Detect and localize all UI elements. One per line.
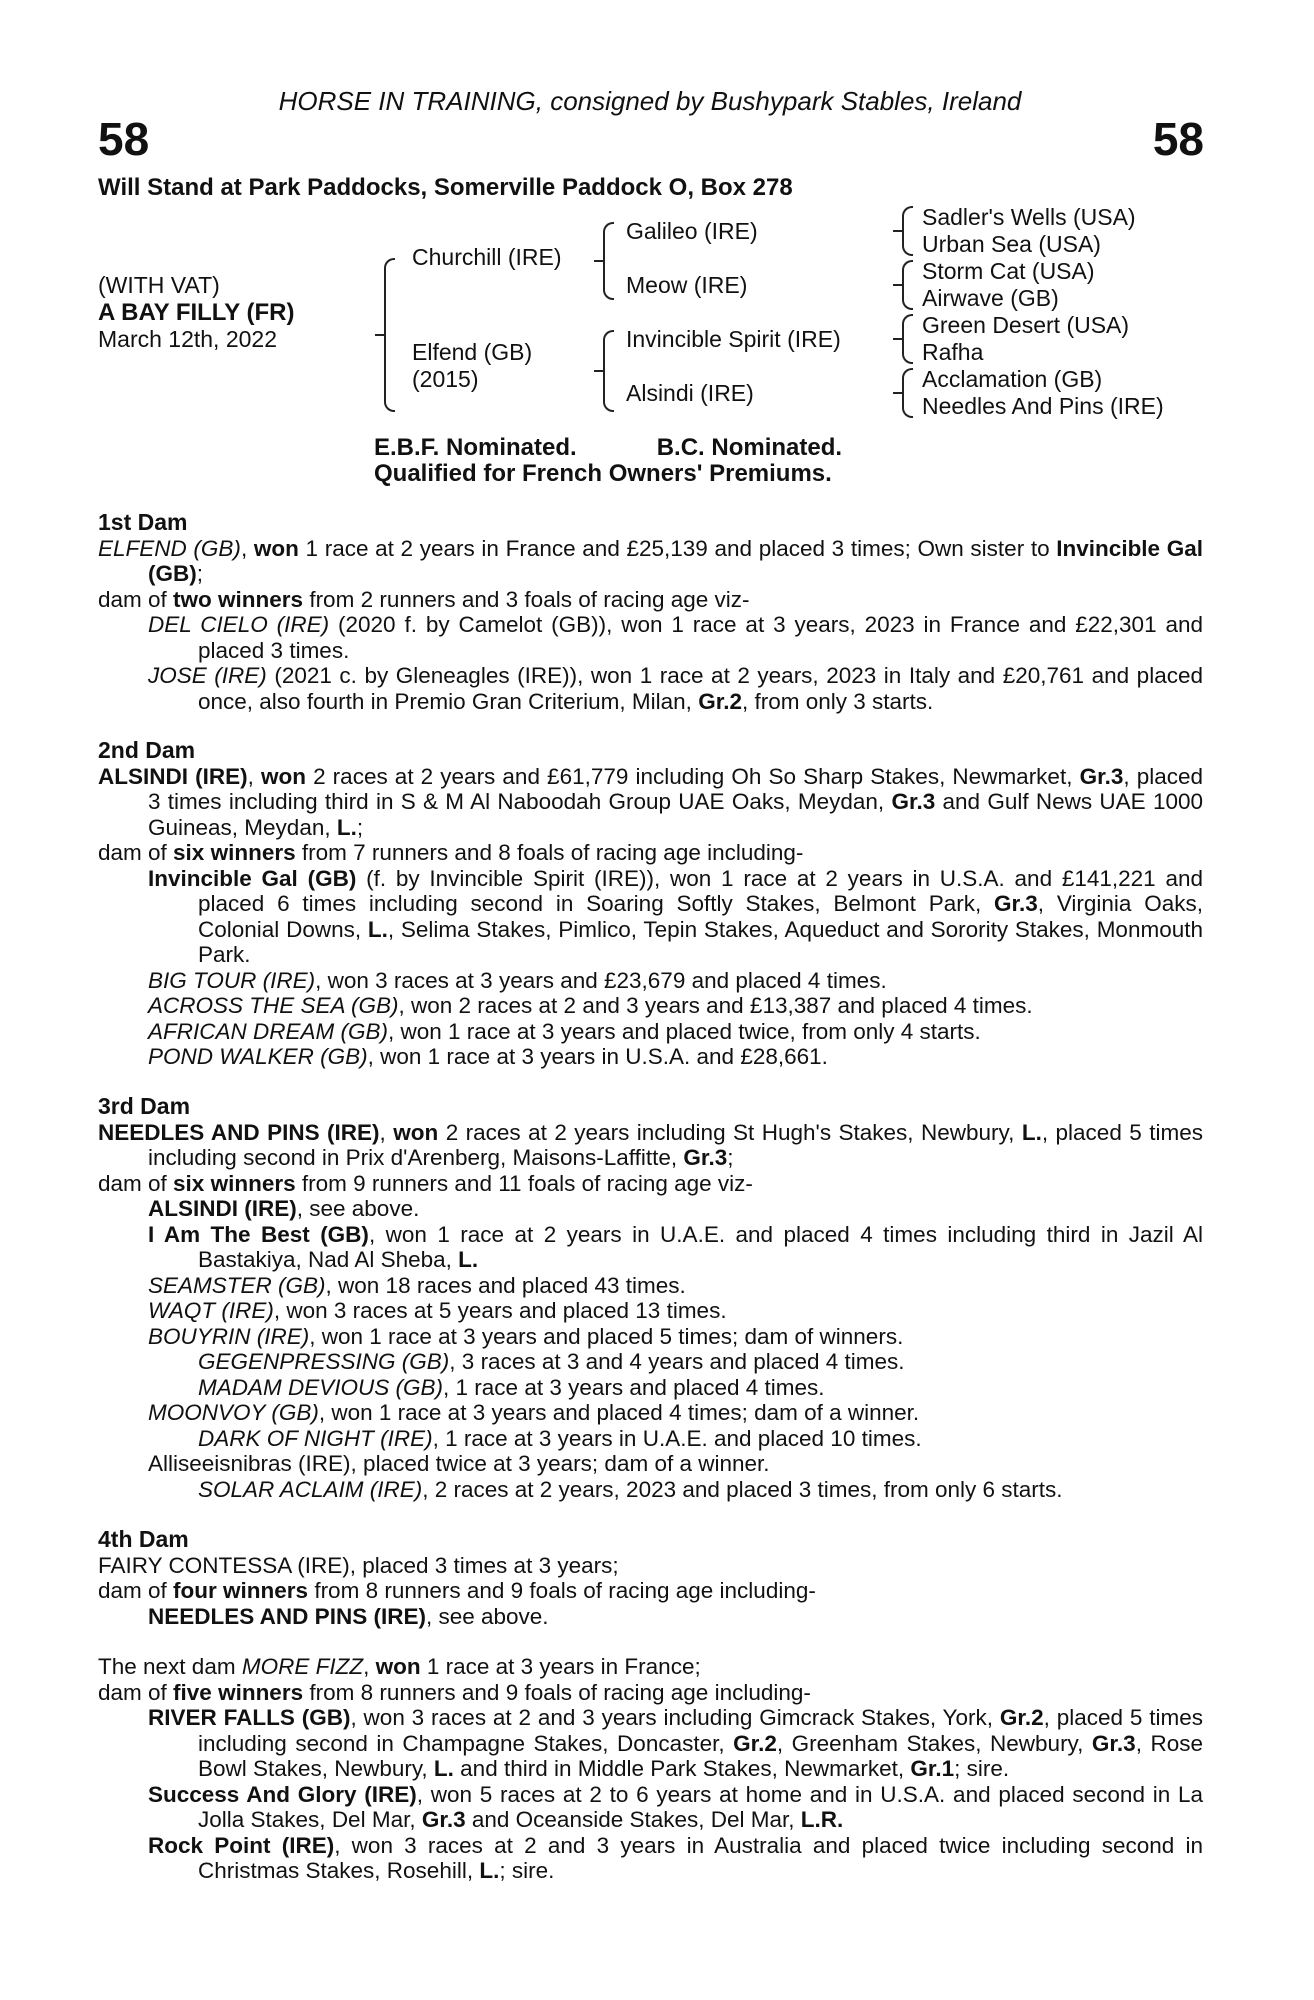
list-item: ACROSS THE SEA (GB), won 2 races at 2 and 3 years and £13,387 and placed 4 times.: [148, 993, 1033, 1018]
pedigree-brace-dam: [603, 330, 614, 412]
pedigree-sdd: Airwave (GB): [922, 285, 1059, 311]
dam-2-produce-summary: dam of six winners from 7 runners and 8 foals of racing age including-: [98, 840, 804, 865]
pedigree-dsd: Rafha: [922, 339, 984, 365]
pedigree-brace-sire: [603, 222, 614, 300]
bc-nomination: B.C. Nominated.: [656, 434, 843, 461]
pedigree-sss: Sadler's Wells (USA): [922, 204, 1136, 230]
list-item: Success And Glory (IRE), won 5 races at 2 to 6 years at home and in U.S.A. and placed second in La Jolla Stakes, Del Mar, Gr.3 and Oceanside Stakes, Del Mar, L.R.: [148, 1781, 1204, 1832]
foaling-date: March 12th, 2022: [98, 326, 278, 352]
list-item: ALSINDI (IRE), see above.: [148, 1196, 420, 1221]
list-item: MOONVOY (GB), won 1 race at 3 years and placed 4 times; dam of a winner.: [148, 1400, 920, 1425]
list-item: WAQT (IRE), won 3 races at 5 years and placed 13 times.: [148, 1298, 727, 1323]
pedigree-dss: Green Desert (USA): [922, 312, 1130, 338]
dam-3-title: 3rd Dam: [98, 1093, 191, 1119]
list-item: DARK OF NIGHT (IRE), 1 race at 3 years in U.A.E. and placed 10 times.: [198, 1425, 922, 1451]
list-item: GEGENPRESSING (GB), 3 races at 3 and 4 years and placed 4 times.: [198, 1349, 905, 1374]
pedigree-brace-dd: [902, 368, 913, 418]
next-dam-section: [98, 1654, 1203, 1884]
list-item: DEL CIELO (IRE) (2020 f. by Camelot (GB)), won 1 race at 3 years, 2023 in France and £22,301 and placed 3 times.: [148, 612, 1203, 663]
pedigree-sire-dam: Meow (IRE): [626, 272, 748, 298]
list-item: SOLAR ACLAIM (IRE), 2 races at 2 years, 2023 and placed 3 times, from only 6 starts.: [198, 1476, 1063, 1502]
horse-identity: [98, 272, 294, 353]
dam-4-title: 4th Dam: [98, 1526, 189, 1552]
dam-1-name: ELFEND (GB): [98, 535, 241, 561]
dam-1-produce-summary: dam of two winners from 2 runners and 3 foals of racing age viz-: [98, 586, 750, 612]
horse-name: A BAY FILLY (FR): [98, 299, 295, 326]
list-item: MADAM DEVIOUS (GB), 1 race at 3 years and placed 4 times.: [198, 1374, 825, 1400]
list-item: I Am The Best (GB), won 1 race at 2 years in U.A.E. and placed 4 times including third in Jazil Al Bastakiya, Nad Al Sheba, L.: [148, 1221, 1204, 1272]
list-item: Rock Point (IRE), won 3 races at 2 and 3 years in Australia and placed twice including second in Christmas Stakes, Rosehill, L.; sire.: [148, 1832, 1203, 1883]
pedigree-sire: Churchill (IRE): [412, 244, 562, 270]
list-item: BOUYRIN (IRE), won 1 race at 3 years and placed 5 times; dam of winners.: [148, 1323, 904, 1349]
pedigree-dam-year: (2015): [412, 366, 479, 392]
pedigree-brace-ds: [902, 314, 913, 364]
dam-3-section: [98, 1094, 1203, 1502]
pedigree-dam: Elfend (GB): [412, 339, 533, 365]
pedigree-dam-sire: Invincible Spirit (IRE): [626, 326, 841, 352]
dam-3-record: NEEDLES AND PINS (IRE), won 2 races at 2 years including St Hugh's Stakes, Newbury, L., placed 5 times including second in Prix d'Arenberg, Maisons-Laffitte, Gr.3;: [98, 1119, 1203, 1170]
list-item: Invincible Gal (GB) (f. by Invincible Spirit (IRE)), won 1 race at 2 years in U.S.A. and £141,221 and placed 6 times including second in Soaring Softly Stakes, Belmont Park, Gr.3, Virginia Oaks, Colonial Downs, L., Selima Stakes, Pimlico, Tepin Stakes, Aqueduct and Sorority Stakes, Monmouth Park.: [148, 865, 1204, 967]
lot-number-left: 58: [98, 113, 150, 165]
dam-1-title: 1st Dam: [98, 509, 188, 535]
pedigree-brace-gen1: [384, 258, 395, 412]
list-item: BIG TOUR (IRE), won 3 races at 3 years and £23,679 and placed 4 times.: [148, 967, 887, 993]
list-item: SEAMSTER (GB), won 18 races and placed 43 times.: [148, 1272, 686, 1298]
dam-1-section: [98, 510, 1203, 714]
pedigree-brace-sd: [902, 260, 913, 310]
ebf-nomination: E.B.F. Nominated.: [374, 434, 577, 461]
pedigree-ddd: Needles And Pins (IRE): [922, 393, 1164, 419]
list-item: POND WALKER (GB), won 1 race at 3 years in U.S.A. and £28,661.: [148, 1044, 828, 1069]
list-item: JOSE (IRE) (2021 c. by Gleneagles (IRE)), won 1 race at 2 years, 2023 in Italy and £20,761 and placed once, also fourth in Premio Gran Criterium, Milan, Gr.2, from only 3 starts.: [148, 663, 1203, 714]
page-subtitle: HORSE IN TRAINING, consigned by Bushypark Stables, Ireland: [278, 86, 1022, 116]
dam-2-title: 2nd Dam: [98, 737, 196, 763]
french-premiums: Qualified for French Owners' Premiums.: [374, 460, 832, 487]
dam-1-record: ELFEND (GB), won 1 race at 2 years in France and £25,139 and placed 3 times; Own sister to Invincible Gal (GB);: [98, 535, 1204, 586]
lot-number-right: 58: [1152, 113, 1204, 165]
dam-4-record: FAIRY CONTESSA (IRE), placed 3 times at 3 years;: [98, 1552, 619, 1578]
list-item: Alliseeisnibras (IRE), placed twice at 3 years; dam of a winner.: [148, 1451, 770, 1476]
dam-2-record: ALSINDI (IRE), won 2 races at 2 years and £61,779 including Oh So Sharp Stakes, Newmarket, Gr.3, placed 3 times including third in S & M Al Naboodah Group UAE Oaks, Meydan, Gr.3 and Gulf News UAE 1000 Guineas, Meydan, L.;: [98, 763, 1203, 840]
pedigree-dam-dam: Alsindi (IRE): [626, 380, 754, 406]
next-dam-record: The next dam MORE FIZZ, won 1 race at 3 years in France;: [98, 1654, 701, 1679]
next-dam-produce-summary: dam of five winners from 8 runners and 9 foals of racing age including-: [98, 1679, 811, 1705]
list-item: RIVER FALLS (GB), won 3 races at 2 and 3 years including Gimcrack Stakes, York, Gr.2, placed 5 times including second in Champagne Stakes, Doncaster, Gr.2, Greenham Stakes, Newbury, Gr.3, Rose Bowl Stakes, Newbury, L. and third in Middle Park Stakes, Newmarket, Gr.1; sire.: [148, 1705, 1204, 1781]
pedigree-sds: Storm Cat (USA): [922, 258, 1095, 284]
dam-4-produce-summary: dam of four winners from 8 runners and 9 foals of racing age including-: [98, 1578, 816, 1603]
list-item: AFRICAN DREAM (GB), won 1 race at 3 years and placed twice, from only 4 starts.: [148, 1018, 981, 1044]
pedigree-sire-sire: Galileo (IRE): [626, 218, 758, 244]
vat-note: (WITH VAT): [98, 272, 220, 298]
pedigree-brace-ss: [902, 206, 913, 256]
pedigree-dds: Acclamation (GB): [922, 366, 1103, 392]
dam-3-produce-summary: dam of six winners from 9 runners and 11 foals of racing age viz-: [98, 1170, 753, 1196]
pedigree-ssd: Urban Sea (USA): [922, 231, 1101, 257]
nominations: [374, 435, 842, 487]
stand-location: Will Stand at Park Paddocks, Somerville Paddock O, Box 278: [98, 174, 793, 201]
dam-2-section: [98, 738, 1203, 1070]
dam-4-section: [98, 1527, 1203, 1629]
list-item: NEEDLES AND PINS (IRE), see above.: [148, 1603, 549, 1629]
